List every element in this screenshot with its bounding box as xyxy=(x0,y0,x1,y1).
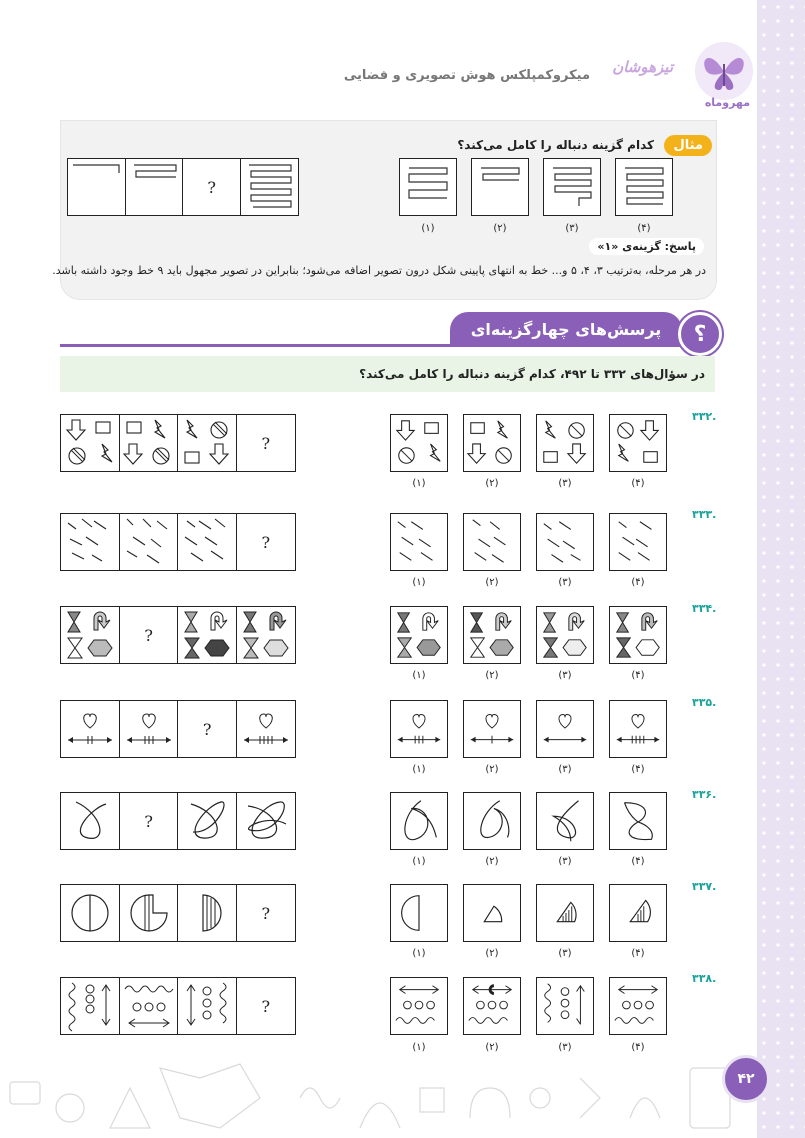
example-badge: مثال xyxy=(664,135,712,156)
option-label: (۴) xyxy=(631,478,645,489)
example-sequence xyxy=(67,158,299,216)
option-3[interactable] xyxy=(536,977,594,1035)
scribble-curve-icon xyxy=(62,794,118,848)
example-box xyxy=(52,120,717,300)
page-number: ۴۲ xyxy=(722,1055,770,1103)
option-4[interactable] xyxy=(609,606,667,664)
option-3[interactable] xyxy=(536,792,594,850)
option-label: (۳) xyxy=(558,856,572,867)
option-2[interactable] xyxy=(463,513,521,571)
lines-figure-icon xyxy=(401,160,455,214)
answer-label: پاسخ: گزینه‌ی «۱» xyxy=(589,238,704,255)
option-label: (۲) xyxy=(485,764,499,775)
chevron-hexagon-hourglass-icon xyxy=(179,608,235,662)
chevron-hexagon-hourglass-icon xyxy=(392,608,446,662)
seq-cell xyxy=(177,606,237,664)
chevron-hexagon-hourglass-icon xyxy=(465,608,519,662)
option-4[interactable] xyxy=(609,977,667,1035)
option-label: (۱) xyxy=(412,1042,426,1053)
question-number: ۳۳۶. xyxy=(692,788,717,801)
scribble-curve-icon xyxy=(538,794,592,848)
seq-cell xyxy=(60,700,120,758)
question-mark: ? xyxy=(261,532,271,552)
lines-figure-icon xyxy=(126,159,182,215)
option-label: (۴) xyxy=(631,948,645,959)
option-label: (۱) xyxy=(412,478,426,489)
heart-arrow-icon xyxy=(238,702,294,756)
question-sequence xyxy=(60,792,296,850)
question-sequence xyxy=(60,977,296,1035)
dashed-lines-figure-icon xyxy=(179,515,235,569)
seq-cell-unknown xyxy=(177,700,237,758)
option-label: (۲) xyxy=(493,223,507,234)
scribble-curve-icon xyxy=(238,794,294,848)
zigzag-smiley-arrow-icon xyxy=(121,979,177,1033)
circle-segments-icon xyxy=(392,886,446,940)
zigzag-smiley-arrow-icon xyxy=(465,979,519,1033)
option-label: (۴) xyxy=(631,577,645,588)
option-1[interactable] xyxy=(390,414,448,472)
circle-segments-icon xyxy=(121,886,177,940)
question-mark: ? xyxy=(144,811,153,831)
question-mark: ? xyxy=(202,719,212,739)
option-4[interactable] xyxy=(609,513,667,571)
seq-cell xyxy=(119,414,179,472)
seq-cell-unknown xyxy=(236,414,296,472)
arrow-square-circle-bolt-icon xyxy=(465,416,519,470)
decorative-doodle-footer xyxy=(0,1058,760,1138)
seq-cell xyxy=(119,884,179,942)
option-4[interactable] xyxy=(609,414,667,472)
seq-cell xyxy=(60,606,120,664)
seq-cell xyxy=(60,977,120,1035)
circle-segments-icon xyxy=(611,886,665,940)
chevron-hexagon-hourglass-icon xyxy=(62,608,118,662)
seq-cell xyxy=(177,513,237,571)
seq-cell xyxy=(236,606,296,664)
seq-cell xyxy=(177,414,237,472)
option-2[interactable] xyxy=(463,606,521,664)
option-label: (۳) xyxy=(558,764,572,775)
heart-arrow-icon xyxy=(62,702,118,756)
seq-cell xyxy=(119,700,179,758)
seq-cell xyxy=(236,700,296,758)
question-number: ۳۳۳. xyxy=(692,508,717,521)
option-1[interactable] xyxy=(390,700,448,758)
arrow-square-circle-bolt-icon xyxy=(392,416,446,470)
seq-cell xyxy=(177,884,237,942)
option-label: (۴) xyxy=(637,223,651,234)
section-title: پرسش‌های چهارگزینه‌ای xyxy=(450,312,682,346)
zigzag-smiley-arrow-icon xyxy=(538,979,592,1033)
lines-figure-icon xyxy=(241,159,297,215)
scribble-curve-icon xyxy=(465,794,519,848)
question-icon: ؟ xyxy=(678,312,722,356)
option-label: (۱) xyxy=(412,764,426,775)
option-3[interactable] xyxy=(536,700,594,758)
lines-figure-icon xyxy=(545,160,599,214)
arrow-square-circle-bolt-icon xyxy=(611,416,665,470)
option-label: (۴) xyxy=(631,856,645,867)
question-number: ۳۳۲. xyxy=(692,410,717,423)
heart-arrow-icon xyxy=(465,702,519,756)
scribble-curve-icon xyxy=(392,794,446,848)
example-question: کدام گزینه دنباله را کامل می‌کند؟ xyxy=(457,138,654,152)
option-2[interactable] xyxy=(463,792,521,850)
option-1[interactable] xyxy=(390,513,448,571)
option-3[interactable] xyxy=(536,513,594,571)
example-option-1[interactable] xyxy=(399,158,457,216)
seq-cell xyxy=(119,977,179,1035)
dashed-lines-figure-icon xyxy=(465,515,519,569)
option-2[interactable] xyxy=(463,977,521,1035)
dashed-lines-figure-icon xyxy=(392,515,446,569)
option-label: (۲) xyxy=(485,478,499,489)
option-1[interactable] xyxy=(390,977,448,1035)
example-seq-cell xyxy=(240,158,299,216)
seq-cell-unknown xyxy=(236,884,296,942)
dashed-lines-figure-icon xyxy=(538,515,592,569)
option-3[interactable] xyxy=(536,414,594,472)
lines-figure-icon xyxy=(69,159,125,215)
scribble-curve-icon xyxy=(179,794,235,848)
lines-figure-icon xyxy=(617,160,671,214)
option-4[interactable] xyxy=(609,884,667,942)
question-sequence xyxy=(60,414,296,472)
circle-segments-icon xyxy=(465,886,519,940)
seq-cell-unknown xyxy=(236,977,296,1035)
arrow-square-circle-bolt-icon xyxy=(179,416,235,470)
seq-cell xyxy=(177,792,237,850)
option-label: (۴) xyxy=(631,764,645,775)
seq-cell-unknown xyxy=(119,606,179,664)
chevron-hexagon-hourglass-icon xyxy=(611,608,665,662)
question-sequence xyxy=(60,700,296,758)
circle-segments-icon xyxy=(538,886,592,940)
brand-name: تیزهوشان xyxy=(612,58,673,76)
question-mark: ? xyxy=(261,996,271,1016)
option-label: (۴) xyxy=(631,670,645,681)
option-3[interactable] xyxy=(536,884,594,942)
option-1[interactable] xyxy=(390,792,448,850)
decorative-side-strip xyxy=(757,0,805,1138)
zigzag-smiley-arrow-icon xyxy=(62,979,118,1033)
circle-segments-icon xyxy=(62,886,118,940)
option-2[interactable] xyxy=(463,414,521,472)
option-label: (۳) xyxy=(558,948,572,959)
seq-cell xyxy=(60,513,120,571)
heart-arrow-icon xyxy=(392,702,446,756)
page-title: میکروکمپلکس هوش تصویری و فضایی xyxy=(343,68,590,83)
option-label: (۲) xyxy=(485,1042,499,1053)
option-label: (۲) xyxy=(485,948,499,959)
option-label: (۲) xyxy=(485,856,499,867)
circle-segments-icon xyxy=(179,886,235,940)
option-label: (۲) xyxy=(485,577,499,588)
seq-cell xyxy=(177,977,237,1035)
question-sequence xyxy=(60,513,296,571)
seq-cell xyxy=(60,414,120,472)
seq-cell xyxy=(236,792,296,850)
heart-arrow-icon xyxy=(121,702,177,756)
option-label: (۱) xyxy=(412,948,426,959)
option-label: (۳) xyxy=(565,223,579,234)
example-seq-cell xyxy=(67,158,126,216)
option-4[interactable] xyxy=(609,700,667,758)
option-1[interactable] xyxy=(390,606,448,664)
question-mark: ? xyxy=(144,625,153,645)
example-option-4[interactable] xyxy=(615,158,673,216)
option-label: (۱) xyxy=(421,223,435,234)
option-label: (۳) xyxy=(558,577,572,588)
option-2[interactable] xyxy=(463,884,521,942)
question-sequence xyxy=(60,606,296,664)
option-label: (۳) xyxy=(558,670,572,681)
option-label: (۱) xyxy=(412,577,426,588)
example-option-2[interactable] xyxy=(471,158,529,216)
butterfly-logo-icon xyxy=(693,40,755,102)
seq-cell-unknown xyxy=(236,513,296,571)
dashed-lines-figure-icon xyxy=(611,515,665,569)
example-seq-cell-unknown xyxy=(182,158,241,216)
example-seq-cell xyxy=(125,158,184,216)
option-2[interactable] xyxy=(463,700,521,758)
option-1[interactable] xyxy=(390,884,448,942)
option-label: (۲) xyxy=(485,670,499,681)
option-label: (۱) xyxy=(412,670,426,681)
seq-cell xyxy=(60,792,120,850)
arrow-square-circle-bolt-icon xyxy=(62,416,118,470)
option-3[interactable] xyxy=(536,606,594,664)
chevron-hexagon-hourglass-icon xyxy=(238,608,294,662)
question-number: ۳۳۸. xyxy=(692,972,717,985)
question-number: ۳۳۴. xyxy=(692,602,717,615)
option-4[interactable] xyxy=(609,792,667,850)
arrow-square-circle-bolt-icon xyxy=(538,416,592,470)
scribble-curve-icon xyxy=(611,794,665,848)
seq-cell xyxy=(60,884,120,942)
seq-cell-unknown xyxy=(119,792,179,850)
option-label: (۳) xyxy=(558,1042,572,1053)
option-label: (۴) xyxy=(631,1042,645,1053)
option-label: (۳) xyxy=(558,478,572,489)
question-mark: ? xyxy=(261,433,271,453)
question-number: ۳۳۷. xyxy=(692,880,717,893)
question-sequence xyxy=(60,884,296,942)
answer-explanation: در هر مرحله، به‌ترتیب ۳، ۴، ۵ و... خط به انتهای پایینی شکل درون تصویر اضافه می‌شود؛ بنابراین در تصویر مجهول باید ۹ خط وجود داشته باشد. xyxy=(52,264,706,277)
zigzag-smiley-arrow-icon xyxy=(611,979,665,1033)
heart-arrow-icon xyxy=(611,702,665,756)
lines-figure-icon xyxy=(473,160,527,214)
zigzag-smiley-arrow-icon xyxy=(179,979,235,1033)
heart-arrow-icon xyxy=(538,702,592,756)
question-mark: ? xyxy=(261,903,271,923)
seq-cell xyxy=(119,513,179,571)
instruction-bar: در سؤال‌های ۳۳۲ تا ۴۹۲، کدام گزینه دنباله را کامل می‌کند؟ xyxy=(60,356,715,392)
dashed-lines-figure-icon xyxy=(62,515,118,569)
question-mark: ? xyxy=(207,177,216,197)
example-option-3[interactable] xyxy=(543,158,601,216)
option-label: (۱) xyxy=(412,856,426,867)
arrow-square-circle-bolt-icon xyxy=(121,416,177,470)
dashed-lines-figure-icon xyxy=(121,515,177,569)
question-number: ۳۳۵. xyxy=(692,696,717,709)
chevron-hexagon-hourglass-icon xyxy=(538,608,592,662)
zigzag-smiley-arrow-icon xyxy=(392,979,446,1033)
publisher-name: مهروماه xyxy=(704,96,750,109)
